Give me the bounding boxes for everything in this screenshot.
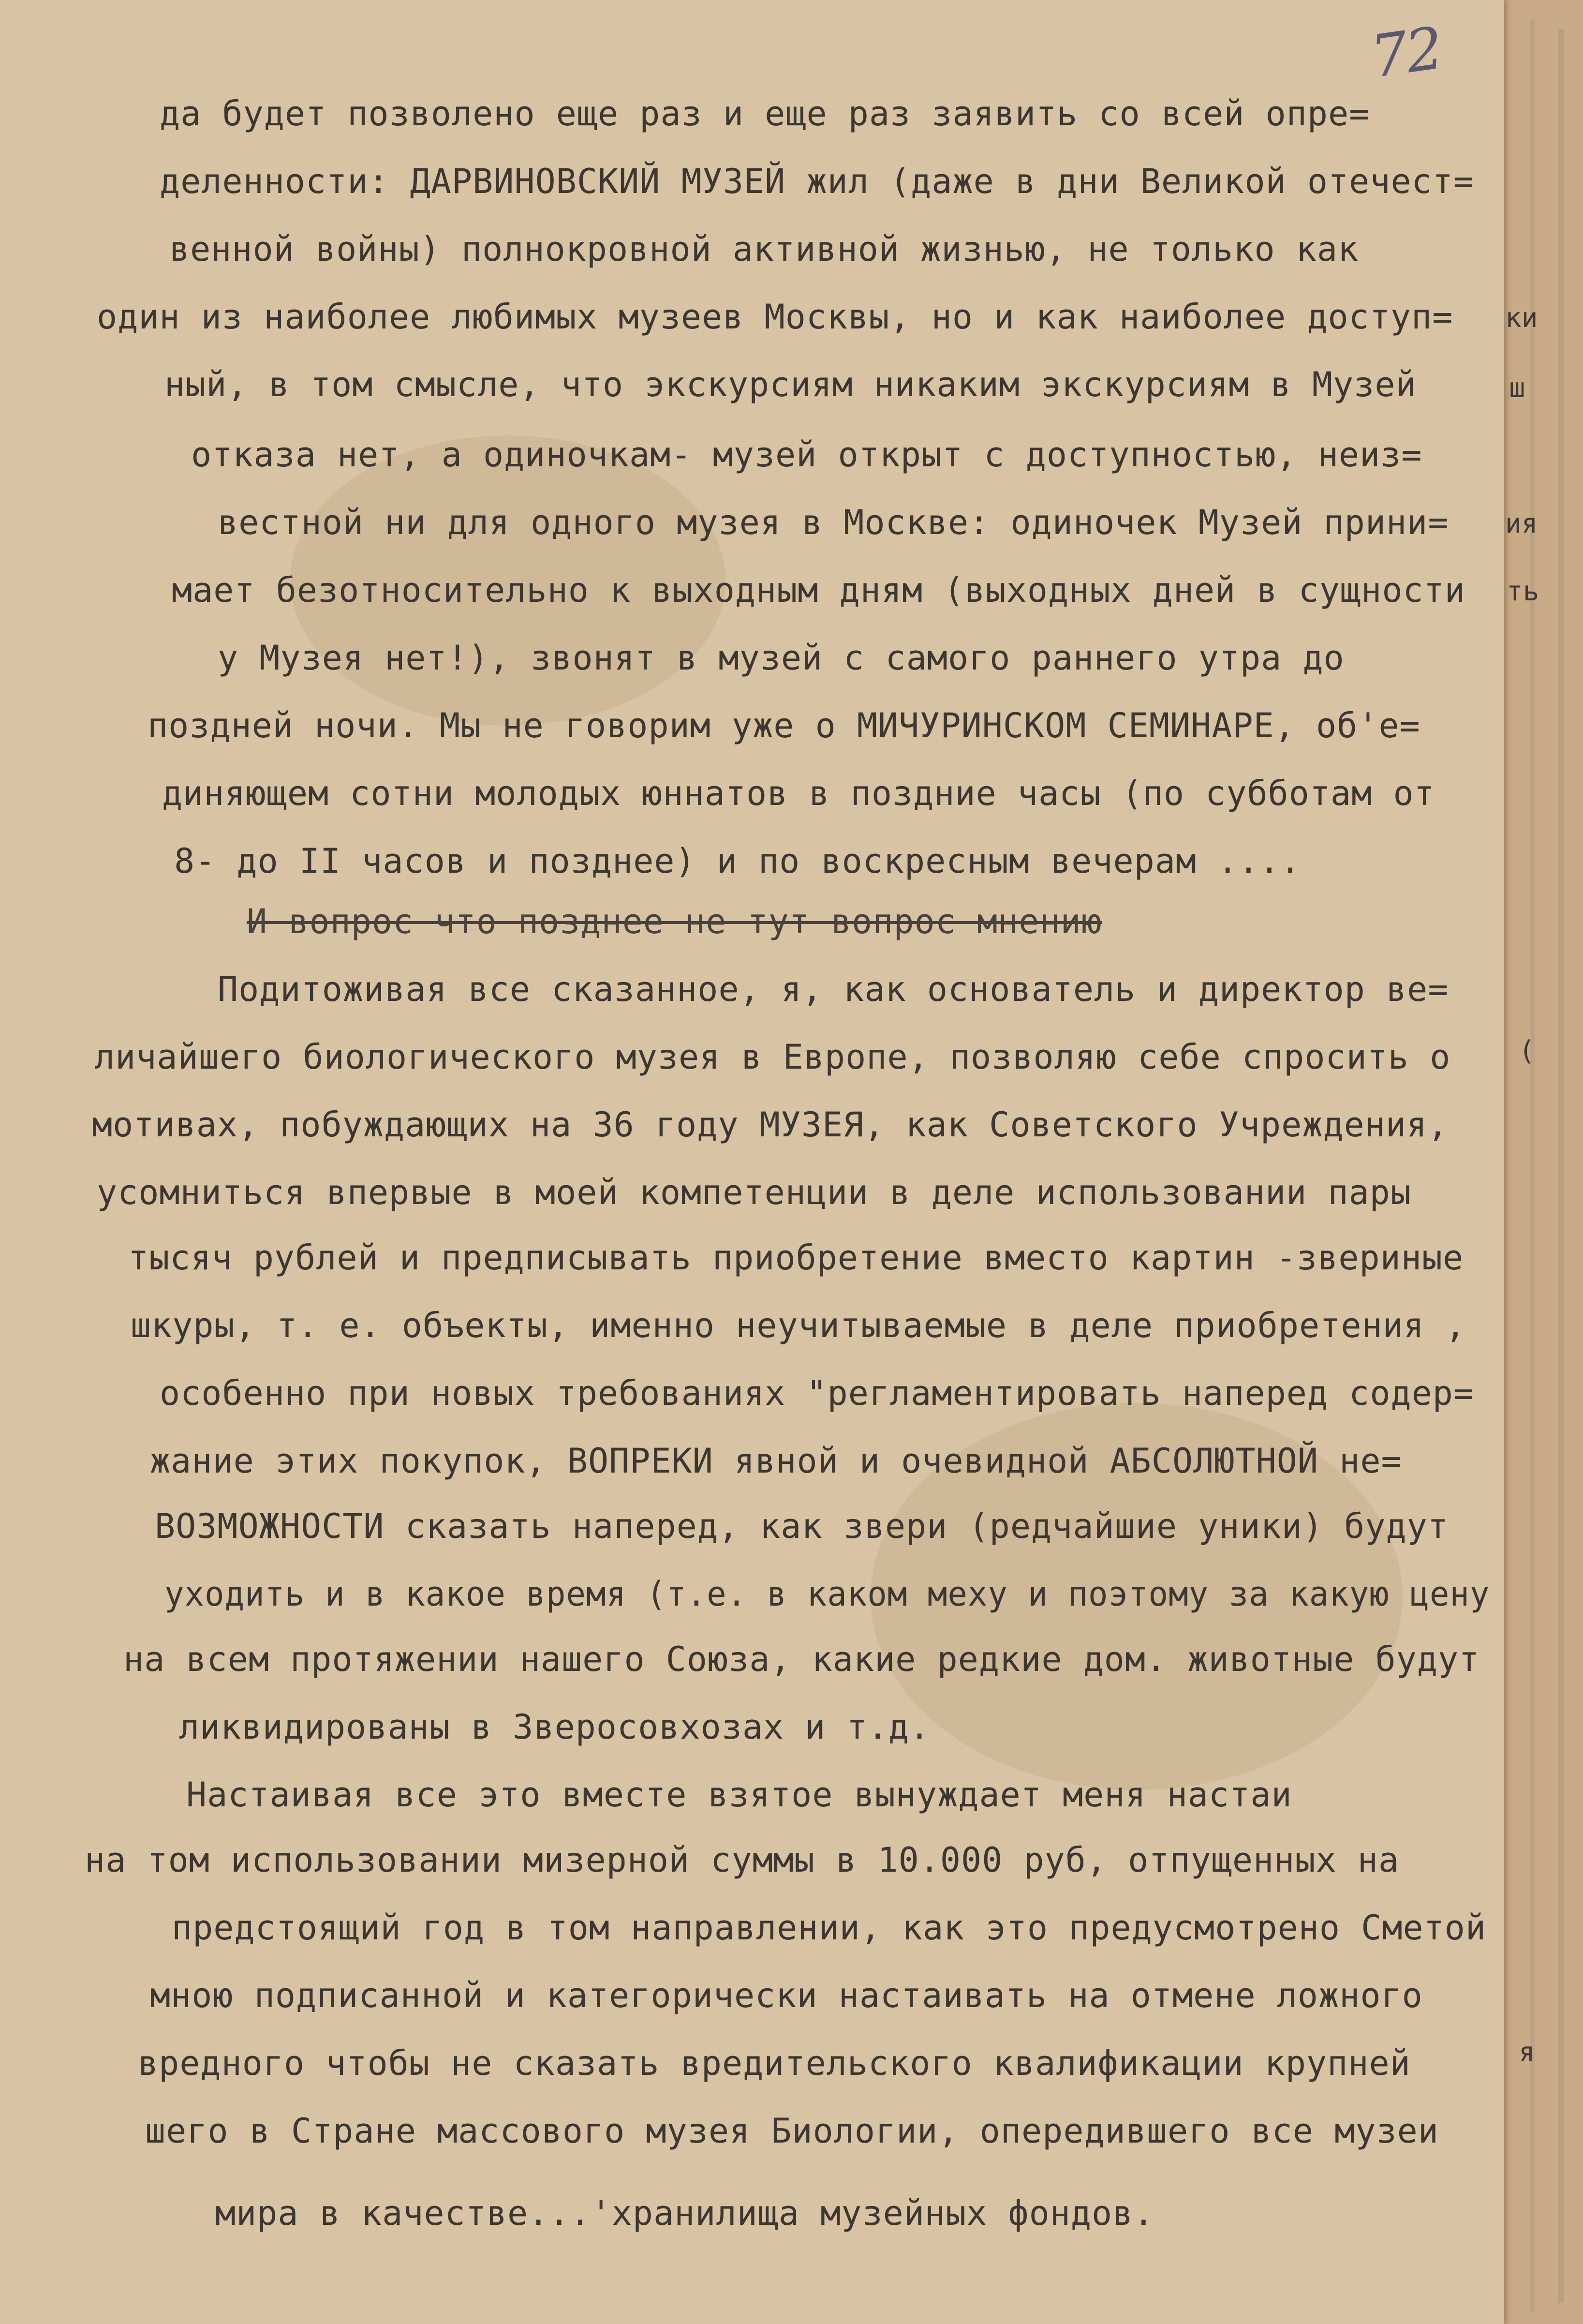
text-line: ный, в том смысле, что экскурсиям никаким экскурсиям в Музей (164, 365, 1417, 404)
text-line: уходить и в какое время (т.е. в каком меху и поэтому за какую цену (164, 1574, 1490, 1614)
overtyped-line: И вопрос что позднее не тут вопрос мнению (247, 902, 1102, 941)
underlying-pages-edge (1501, 0, 1583, 2324)
text-line: личайшего биологического музея в Европе, позволяю себе спросить о (94, 1037, 1451, 1077)
text-line: мает безотносительно к выходным дням (выходных дней в сущности (172, 570, 1465, 610)
text-line: шего в Стране массового музея Биологии, опередившего все музеи (145, 2111, 1439, 2151)
margin-fragment: ( (1519, 1035, 1535, 1067)
margin-fragment: ть (1507, 576, 1539, 607)
text-line: да будет позволено еще раз и еще раз заявить со всей опре= (160, 94, 1370, 134)
text-line: тысяч рублей и предписывать приобретение вместо картин -звериные (128, 1238, 1464, 1278)
text-line: на том использовании мизерной суммы в 10.000 руб, отпущенных на (85, 1840, 1400, 1880)
text-line: венной войны) полнокровной активной жизнью, не только как (169, 229, 1359, 269)
text-line: отказа нет, а одиночкам- музей открыт с доступностью, неиз= (191, 435, 1422, 475)
margin-fragment: я (1519, 2037, 1535, 2068)
text-line: у Музея нет!), звонят в музей с самого раннего утра до (218, 638, 1345, 678)
text-line: на всем протяжении нашего Союза, какие редкие дом. животные будут (123, 1639, 1480, 1679)
folio-number: 72 (1367, 15, 1446, 91)
text-line: мотивах, побуждающих на 36 году МУЗЕЯ, как Советского Учреждения, (92, 1105, 1449, 1145)
underlying-page-edge-line (1558, 29, 1564, 2303)
text-line: ликвидированы в Зверосовхозах и т.д. (179, 1707, 931, 1747)
text-line: предстоящий год в том направлении, как это предусмотрено Сметой (172, 1908, 1487, 1948)
text-line: усомниться впервые в моей компетенции в деле использовании пары (97, 1173, 1412, 1212)
text-line: вестной ни для одного музея в Москве: одиночек Музей прини= (218, 503, 1449, 542)
text-line: деленности: ДАРВИНОВСКИЙ МУЗЕЙ жил (даже в дни Великой отечест= (160, 162, 1475, 201)
text-line: поздней ночи. Мы не говорим уже о МИЧУРИНСКОМ СЕМИНАРЕ, об'е= (148, 706, 1420, 745)
margin-fragment: ки (1505, 302, 1538, 334)
text-line: 8- до II часов и позднее) и по воскресным вечерам .... (174, 841, 1301, 881)
margin-fragment: ия (1505, 508, 1538, 539)
text-line: один из наиболее любимых музеев Москвы, но и как наиболее доступ= (97, 297, 1453, 337)
text-line: мною подписанной и категорически настаивать на отмене ложного (150, 1976, 1423, 2015)
text-line: ВОЗМОЖНОСТИ сказать наперед, как звери (редчайшие уники) будут (155, 1506, 1449, 1546)
text-line: мира в качестве...'хранилища музейных фондов. (215, 2193, 1154, 2233)
text-line: вредного чтобы не сказать вредительского квалификации крупней (138, 2043, 1411, 2083)
text-line: Настаивая все это вместе взятое вынуждает меня настаи (186, 1775, 1292, 1815)
text-line: шкуры, т. е. объекты, именно неучитываемые в деле приобретения , (131, 1306, 1466, 1345)
text-line: жание этих покупок, ВОПРЕКИ явной и очевидной АБСОЛЮТНОЙ не= (150, 1441, 1402, 1481)
text-line: диняющем сотни молодых юннатов в поздние часы (по субботам от (162, 774, 1435, 813)
underlying-page-edge-line (1530, 19, 1535, 2312)
text-line: Подитоживая все сказанное, я, как основатель и директор ве= (218, 969, 1449, 1009)
margin-fragment: ш (1509, 372, 1525, 404)
text-line: особенно при новых требованиях "регламентировать наперед содер= (160, 1373, 1475, 1413)
